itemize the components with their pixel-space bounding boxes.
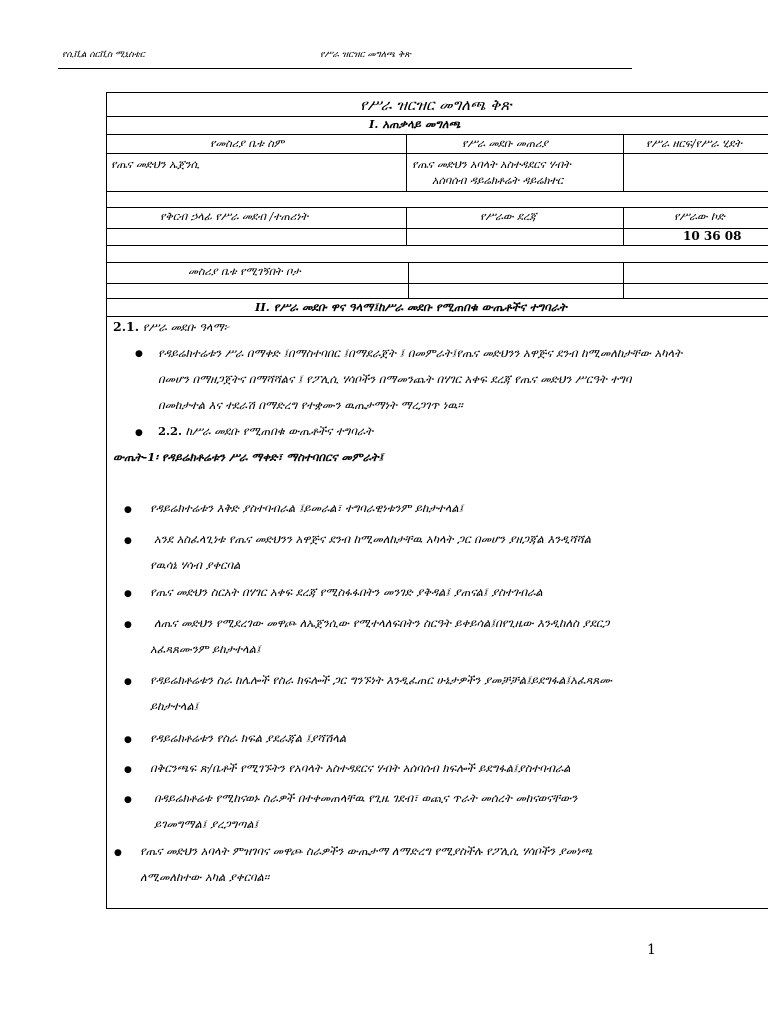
- form-title: የሥራ ዝርዝር መግለጫ ቅጽ: [360, 96, 512, 114]
- column-header-position: የሥራ መደቡ መጠሪያ: [462, 137, 549, 150]
- position-title-line2: አሰባሰብ ዳይሬክቶሬት ዳይሬክተር: [432, 174, 563, 187]
- rule: [106, 153, 768, 154]
- bullet-icon: ●: [124, 505, 132, 515]
- subsection-title: ከሥራ መደቡ የሚጠበቁ ውጤቶችና ተግባራት: [185, 424, 373, 438]
- column-rule: [406, 207, 407, 245]
- bullet-icon: ●: [114, 848, 122, 858]
- bullet-icon: ●: [124, 589, 132, 599]
- task-item: የዳይሬክቶሬቱን ስራ ከሌሎች የስራ ክፍሎች ጋር ግንኙነት እንዲፈጠር ሁኔታዎችን ያመቻቻል፤ይደግፋል፤አፈጻጸሙ: [150, 673, 612, 687]
- task-item: የዳይሬክቶሬቱን የስራ ክፍል ያደራጃል ፤ያሻሽላል: [150, 731, 347, 745]
- header-organization: የሲቪል ሰርቪስ ሚኒስቴር: [62, 50, 145, 60]
- column-header-grade: የሥራው ደረጃ: [480, 210, 537, 223]
- header-rule: [58, 68, 632, 69]
- rule: [106, 191, 768, 192]
- bullet-icon: ●: [124, 677, 132, 687]
- task-item: የዳይሬክተሬቱን እቅድ ያስተባብራል ፤ይመራል፣ ተግባራዊነቱንም ይከታተላል፤: [150, 501, 464, 515]
- task-item: በዳይሬክቶሬቱ የሚከናወኑ ስራዎች በተቀመጠላቸዉ የጊዜ ገደብ፣ ወጪና ጥራት መሰረት መከናወናቸውን: [154, 791, 578, 805]
- column-rule: [623, 134, 624, 191]
- rule: [106, 228, 768, 229]
- column-header-job-code: የሥራው ኮድ: [674, 210, 725, 223]
- column-rule: [408, 262, 409, 298]
- column-rule: [406, 134, 407, 191]
- rule: [106, 245, 768, 246]
- job-code-value: 10 36 08: [683, 229, 742, 243]
- position-title-line1: የጤና መድህን አባላት አስተዳደርና ሃብት: [412, 158, 571, 171]
- output-1-heading: ውጤት-1፡ የዳይሬክቶሬቱን ሥራ ማቀድ፣ ማስተባበርና መምራት፤: [113, 450, 384, 464]
- header-document-title: የሥራ ዝርዝር መግለጫ ቅጽ: [320, 50, 411, 60]
- task-item: የጤና መድህን አባላት ምዝገባና መዋጮ ስራዎችን ውጤታማ ለማድረግ የሚያስችሉ የፖሊሲ ሃሳቦችን ያመነጫ: [140, 844, 593, 858]
- bullet-icon: ●: [124, 765, 132, 775]
- office-location-label: መስሪያ ቤቱ የሚገኝበት ቦታ: [188, 265, 301, 278]
- rule: [106, 134, 768, 135]
- subsection-number: 2.1.: [113, 319, 140, 334]
- column-rule: [623, 262, 624, 298]
- subsection-2-2-heading: [158, 424, 373, 439]
- section1-title: I. አጠቃላይ መግለጫ: [369, 117, 461, 131]
- task-item-continued: ይገመግማል፤ ያረጋግጣል፤: [154, 817, 259, 831]
- bullet-icon: ●: [124, 735, 132, 745]
- column-header-department: የሥራ ዘርፍ/የሥራ ሂደት: [646, 137, 742, 150]
- task-item-continued: ለሚመለከተው አካል ያቀርባል፡፡: [140, 870, 270, 884]
- task-item: በቅርንጫፍ ጽ/ቤቶች የሚገኙትን የአባላት አስተዳደርና ሃብት አሰባሰብ ክፍሎች ይደግፋል፤ያስተባብራል: [150, 761, 571, 775]
- task-item: የጤና መድህን ስርአት በሃገር አቀፍ ደረጃ የሚስፋፋበትን መንገድ ያቅዳል፤ ያጠናል፤ ያስተገብራል: [150, 585, 543, 599]
- purpose-line: የዳይሬክተሬቱን ሥራ በማቀድ ፤በማስተባበር ፤በማደራጀት ፤ በመምራት፤የጤና መድህንን አዋጅና ደንብ ከሚመለከታቸው አካላት: [158, 346, 682, 360]
- task-item-continued: ይከታተላል፤: [150, 699, 199, 713]
- column-rule: [623, 207, 624, 245]
- column-header-supervisor: የቅርብ ኃላፊ የሥራ መደብ /ተጠሪነት: [160, 210, 309, 223]
- subsection-2-1-heading: [113, 319, 230, 335]
- office-name: የጤና መድህን ኤጀንሲ: [111, 158, 200, 171]
- rule: [106, 316, 768, 317]
- page-number: 1: [647, 942, 656, 958]
- rule: [106, 283, 768, 284]
- purpose-line: በመከታተል እና ተደራሽ በማድረግ የተቋሙን ዉጤታማነት ማረጋገጥ ነዉ፡፡: [158, 398, 463, 412]
- rule: [106, 207, 768, 208]
- bullet-icon: ●: [135, 428, 143, 438]
- task-item: አንደ አስፈላጊነቱ የጤና መድህንን አዋጅና ደንብ ከሚመለከታቸዉ አካላት ጋር በመሆን ያዘጋጃል እንዲሻሻል: [154, 532, 592, 546]
- subsection-title: የሥራ መደቡ ዓላማ፦: [142, 320, 230, 334]
- rule: [106, 262, 768, 263]
- bullet-icon: ●: [124, 795, 132, 805]
- bullet-icon: ●: [135, 349, 143, 359]
- subsection-number: 2.2.: [158, 424, 183, 438]
- bullet-icon: ●: [124, 536, 132, 546]
- task-item-continued: የዉሳኔ ሃሳብ ያቀርባል: [150, 558, 241, 572]
- bullet-icon: ●: [124, 620, 132, 630]
- column-header-office: የመስሪያ ቤቱ ስም: [210, 137, 285, 150]
- section2-title: II. የሥራ መደቡ ዋና ዓላማ፤ከሥራ መደቡ የሚጠበቁ ውጤቶችና ተግባራት: [255, 300, 567, 314]
- purpose-line: በመሆን በማዘጋጀትና በማሻሻልና ፤ የፖሊሲ ሃሳቦችን በማመንጨት በሃገር አቀፍ ደረጃ የጤና መድህን ሥርዓት ተግባ: [158, 372, 632, 386]
- task-item-continued: አፈጻጸሙንም ይከታተላል፤: [150, 642, 261, 656]
- rule: [106, 298, 768, 299]
- task-item: ለጤና መድህን የሚደረገው መዋጮ ለኤጀንሲው የሚተላለፍበትን ስርዓት ይቀይሳል፤በየጊዜው እንዲከለስ ያደርጋ: [154, 616, 610, 630]
